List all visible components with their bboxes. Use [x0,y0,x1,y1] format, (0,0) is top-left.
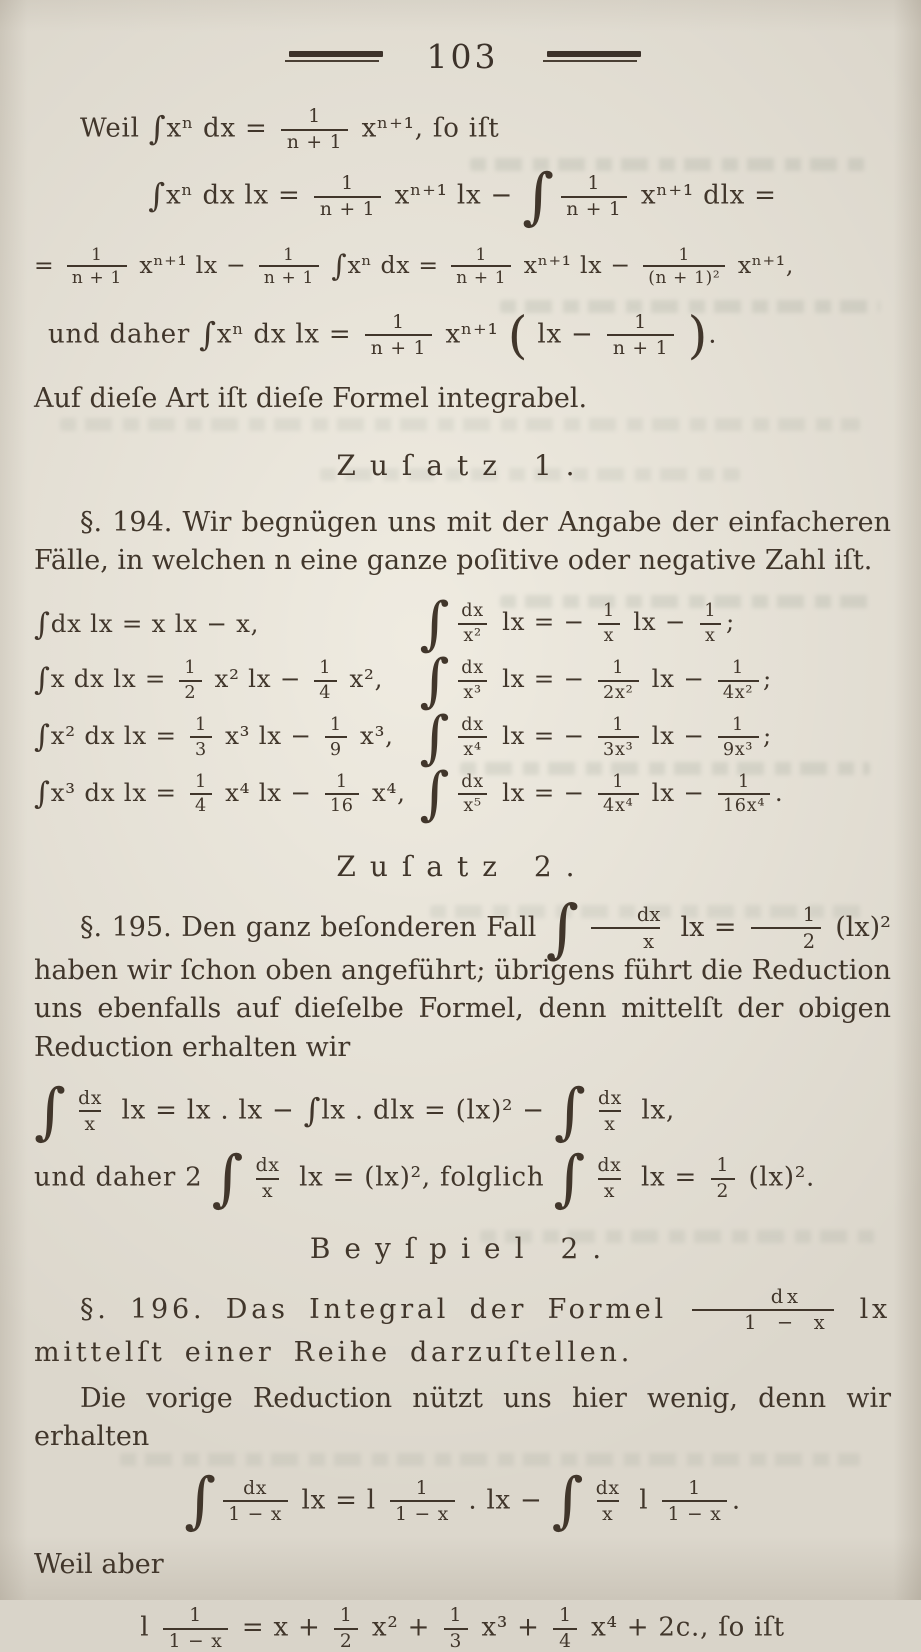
fraction-numerator: 1 [189,1605,202,1627]
fraction [718,773,771,816]
fraction-numerator: 1 [194,772,207,793]
fraction-numerator: dx [461,658,484,679]
formula-grid-right-3: ∫ $\frac{dx}{\text{x⁴}}$ lx = − $\frac{1}{\text{3x³}}$ lx − $\frac{1}{\text{9x³}}$ ; [419,703,772,771]
fraction-denominator: 2 [179,680,202,703]
fraction-denominator: n + 1 [607,334,674,358]
integral-sign: ∫ [148,176,166,215]
fraction [751,902,821,953]
integral-sign: ∫ [34,607,51,643]
fraction [451,243,511,288]
fraction [592,1089,627,1134]
body-paragraph: §. 196. Das Integral der Formel $\frac{dx}{1 - x}$ lx mittelſt einer Reihe darzuſtellen. [34,1284,891,1368]
fraction-denominator: n + 1 [561,196,628,220]
fraction [73,1089,108,1134]
integral-sign: ∫ [419,760,451,828]
formula-grid-left-1: ∫dx lx = x lx − x, [34,607,260,643]
math-line: ∫xⁿ dx lx = $\frac{1}{n + 1}$ xⁿ⁺¹ lx − ∫ $\frac{1}{n + 1}$ xⁿ⁺¹ dlx = [148,161,777,233]
fraction [179,659,202,702]
formula-grid-left-4: ∫x³ dx lx = $\frac{1}{4}$ x⁴ lx − $\frac{1}{16}$ x⁴, [34,772,406,817]
fraction-denominator: n + 1 [281,129,348,153]
integral-sign: ∫ [419,703,451,771]
math-line: und daher ∫xⁿ dx lx = $\frac{1}{n + 1}$ xⁿ⁺¹ ( lx − $\frac{1}{n + 1}$ ). [48,305,718,365]
big-paren-close: ) [687,305,709,365]
body-paragraph: Weil aber [34,1549,164,1581]
fraction [314,174,381,219]
fraction-numerator: 1 [319,658,332,679]
fraction-numerator: 1 [194,715,207,736]
fraction-numerator: 1 [612,772,625,793]
integral-sign: ∫ [551,1465,585,1537]
fraction [718,716,759,759]
fraction [607,313,674,358]
fraction [190,773,213,816]
fraction [598,716,639,759]
fraction-numerator: 1 [339,1605,353,1627]
fraction-denominator: 4x² [718,680,759,703]
math-line: und daher 2 ∫ $\frac{dx}{x}$ lx = (lx)², folglich ∫ $\frac{dx}{x}$ lx = $\frac{1}{2}$ (lx)². [34,1143,816,1215]
fraction [250,1156,285,1201]
fraction [456,716,489,759]
body-paragraph: Die vorige Reduction nützt uns hier wenig, denn wir erhalten [34,1383,891,1453]
body-paragraph: Auf dieſe Art iſt dieſe Formel integrabel. [34,383,588,415]
fraction [561,174,628,219]
fraction-numerator: 1 [738,772,750,793]
fraction-numerator: 1 [329,715,342,736]
integral-sign: ∫ [331,248,348,283]
fraction-denominator: x [79,1110,102,1134]
math-line: l $\frac{1}{1 - x}$ = x + $\frac{1}{2}$ x² + $\frac{1}{3}$ x³ + $\frac{1}{4}$ x⁴ + 2c., ſo iſt [140,1605,785,1652]
fraction-numerator: dx [770,1284,802,1308]
fraction-denominator: 3 [190,736,213,759]
fraction [699,602,722,645]
fraction-denominator: 1 − x [163,1628,228,1652]
fraction [643,243,725,288]
integral-sign: ∫ [199,315,217,354]
fraction [390,1479,455,1524]
formula-grid-right-1: ∫ $\frac{dx}{\text{x²}}$ lx = − $\frac{1}{x}$ lx − $\frac{1}{x}$ ; [419,589,735,657]
fraction-numerator: dx [461,601,484,622]
fraction-denominator: 1 − x [223,1500,288,1524]
fraction-denominator: n + 1 [259,265,319,287]
fraction-numerator: dx [461,772,484,793]
fraction-denominator: 16 [325,793,359,816]
fraction-denominator: 2 [711,1178,735,1202]
fraction-numerator: 1 [91,243,103,264]
math-line: = $\frac{1}{n + 1}$ xⁿ⁺¹ lx − $\frac{1}{n + 1}$ ∫xⁿ dx = $\frac{1}{n + 1}$ xⁿ⁺¹ lx − $\frac{1}{\text{(n + 1)²}}$ xⁿ⁺¹, [34,243,795,288]
fraction-denominator: 4x⁴ [598,793,639,816]
fraction [456,773,489,816]
fraction-denominator: x [597,1500,620,1524]
fraction [190,716,213,759]
integral-sign: ∫ [545,891,579,966]
fraction-denominator: 9 [325,736,348,759]
page-content [34,107,891,1652]
integral-sign: ∫ [148,109,167,148]
fraction-denominator: 16x⁴ [718,793,771,816]
fraction-numerator: 1 [732,715,744,736]
fraction-numerator: 1 [678,243,690,264]
integral-sign: ∫ [34,719,51,755]
fraction [325,716,348,759]
math-line: ∫ $\frac{dx}{1 - x}$ lx = l $\frac{1}{1 - x}$ . lx − ∫ $\frac{dx}{x}$ l $\frac{1}{1 - x}$ . [184,1465,741,1537]
fraction [598,659,639,702]
fraction [692,1284,834,1335]
fraction-denominator: x⁵ [458,793,487,816]
fraction-denominator: 4 [314,680,337,703]
fraction-denominator: 4 [190,793,213,816]
fraction-denominator: 9x³ [718,736,759,759]
integral-sign: ∫ [553,1143,587,1215]
fraction-numerator: 1 [559,1605,572,1627]
fraction-denominator: 1 − x [662,1500,727,1524]
fraction [718,659,759,702]
integral-sign: ∫ [553,1075,587,1147]
integral-sign: ∫ [184,1465,217,1537]
fraction-numerator: dx [78,1087,103,1109]
fraction-denominator: 1 − x [692,1309,834,1334]
integral-sign: ∫ [34,1075,67,1147]
page-header [34,37,891,76]
fraction-numerator: dx [243,1477,268,1499]
integral-sign: ∫ [211,1143,245,1215]
integral-sign: ∫ [522,161,555,233]
fraction-denominator: x⁴ [458,736,487,759]
fraction-numerator: 1 [392,311,405,333]
fraction-denominator: 1 − x [390,1500,455,1524]
math-line: Weil ∫xⁿ dx = $\frac{1}{n + 1}$ xⁿ⁺¹, ſo iſt [80,106,500,153]
fraction-numerator: 1 [449,1605,463,1627]
fraction-denominator: n + 1 [365,334,432,358]
big-paren-open: ( [507,305,529,365]
fraction-numerator: 1 [184,658,197,679]
header-rule-right [543,51,641,63]
body-paragraph: §. 195. Den ganz beſonderen Fall ∫ $\frac{dx}{x}$ lx = $\frac{1}{2}$ (lx)² haben wir ſchon oben angeführt; übrigens führt die Reduction uns ebenfalls auf dieſelbe Formel, denn mittelſt der obigen Reduction erhalten wir [34,891,891,1063]
fraction [662,1479,727,1524]
math-line: ∫ $\frac{dx}{x}$ lx = lx . lx − ∫lx . dlx = (lx)² − ∫ $\frac{dx}{x}$ lx, [34,1075,676,1147]
fraction [444,1606,468,1651]
fraction-numerator: 1 [612,658,625,679]
fraction-denominator: x [598,1178,621,1202]
fraction-denominator: 4 [553,1628,577,1652]
fraction-denominator: n + 1 [67,265,127,287]
fraction-denominator: x [256,1178,279,1202]
fraction [598,602,621,645]
fraction-numerator: dx [461,715,484,736]
fraction-numerator: dx [636,902,661,926]
fraction-denominator: x² [458,623,487,646]
fraction-denominator: (n + 1)² [643,265,725,287]
fraction-denominator: 2 [334,1628,358,1652]
fraction [592,1156,627,1201]
fraction-numerator: dx [598,1087,623,1109]
integral-sign: ∫ [34,662,51,698]
fraction-denominator: 3 [444,1628,468,1652]
fraction-numerator: 1 [603,601,615,622]
fraction [590,1479,625,1524]
fraction-numerator: 1 [634,311,647,333]
fraction-numerator: dx [597,1155,622,1177]
fraction-denominator: x [599,1110,622,1134]
fraction [163,1606,228,1651]
body-paragraph: §. 194. Wir begnügen uns mit der Angabe der einfacheren Fälle, in welchen n eine ganze poſitive oder negative Zahl iſt. [34,506,891,577]
fraction-numerator: 1 [704,601,717,622]
fraction [365,313,432,358]
fraction-numerator: 1 [283,243,295,264]
fraction-numerator: 1 [802,902,816,926]
integral-sign: ∫ [303,1091,322,1130]
formula-grid-right-4: ∫ $\frac{dx}{\text{x⁵}}$ lx = − $\frac{1}{\text{4x⁴}}$ lx − $\frac{1}{\text{16x⁴}}$ . [419,760,784,828]
fraction-denominator: x [598,623,619,646]
fraction-denominator: 2x² [598,680,639,703]
fraction [553,1606,577,1651]
section-heading: Zuſatz 2. [336,849,589,883]
fraction [598,773,639,816]
fraction-numerator: 1 [341,173,354,195]
integral-sign: ∫ [419,646,451,714]
integral-sign: ∫ [419,589,451,657]
fraction-denominator: x [591,927,660,952]
fraction-numerator: 1 [732,658,744,679]
fraction-denominator: x³ [458,680,487,703]
fraction [314,659,337,702]
fraction-numerator: 1 [335,772,348,793]
fraction-numerator: dx [255,1155,280,1177]
fraction-denominator: n + 1 [314,196,381,220]
fraction-denominator: 2 [751,927,821,952]
fraction [325,773,359,816]
section-heading: Beyſpiel 2. [309,1231,616,1265]
fraction-numerator: 1 [688,1477,701,1499]
formula-grid-right-2: ∫ $\frac{dx}{\text{x³}}$ lx = − $\frac{1}{\text{2x²}}$ lx − $\frac{1}{\text{4x²}}$ ; [419,646,772,714]
formula-grid-left-3: ∫x² dx lx = $\frac{1}{3}$ x³ lx − $\frac{1}{9}$ x³, [34,715,394,760]
fraction [456,659,489,702]
fraction-numerator: 1 [716,1155,730,1177]
fraction-numerator: 1 [612,715,625,736]
fraction-denominator: 3x³ [598,736,639,759]
fraction [259,243,319,288]
fraction-numerator: 1 [308,106,321,127]
fraction-denominator: n + 1 [451,265,511,287]
fraction [67,243,127,288]
page-number: 103 [426,37,499,76]
fraction-numerator: 1 [415,1477,429,1499]
fraction [223,1479,288,1524]
fraction-numerator: 1 [475,243,487,264]
formula-grid [34,589,891,828]
fraction [456,602,489,645]
integral-sign: ∫ [34,776,51,812]
fraction [585,902,666,953]
fraction-numerator: 1 [587,173,601,195]
fraction-numerator: dx [595,1477,620,1499]
fraction [711,1156,735,1201]
section-heading: Zuſatz 1. [336,448,589,482]
formula-grid-left-2: ∫x dx lx = $\frac{1}{2}$ x² lx − $\frac{1}{4}$ x², [34,658,384,703]
fraction [281,107,348,152]
header-rule-left [285,51,383,63]
fraction-denominator: x [700,623,721,646]
fraction [334,1606,358,1651]
